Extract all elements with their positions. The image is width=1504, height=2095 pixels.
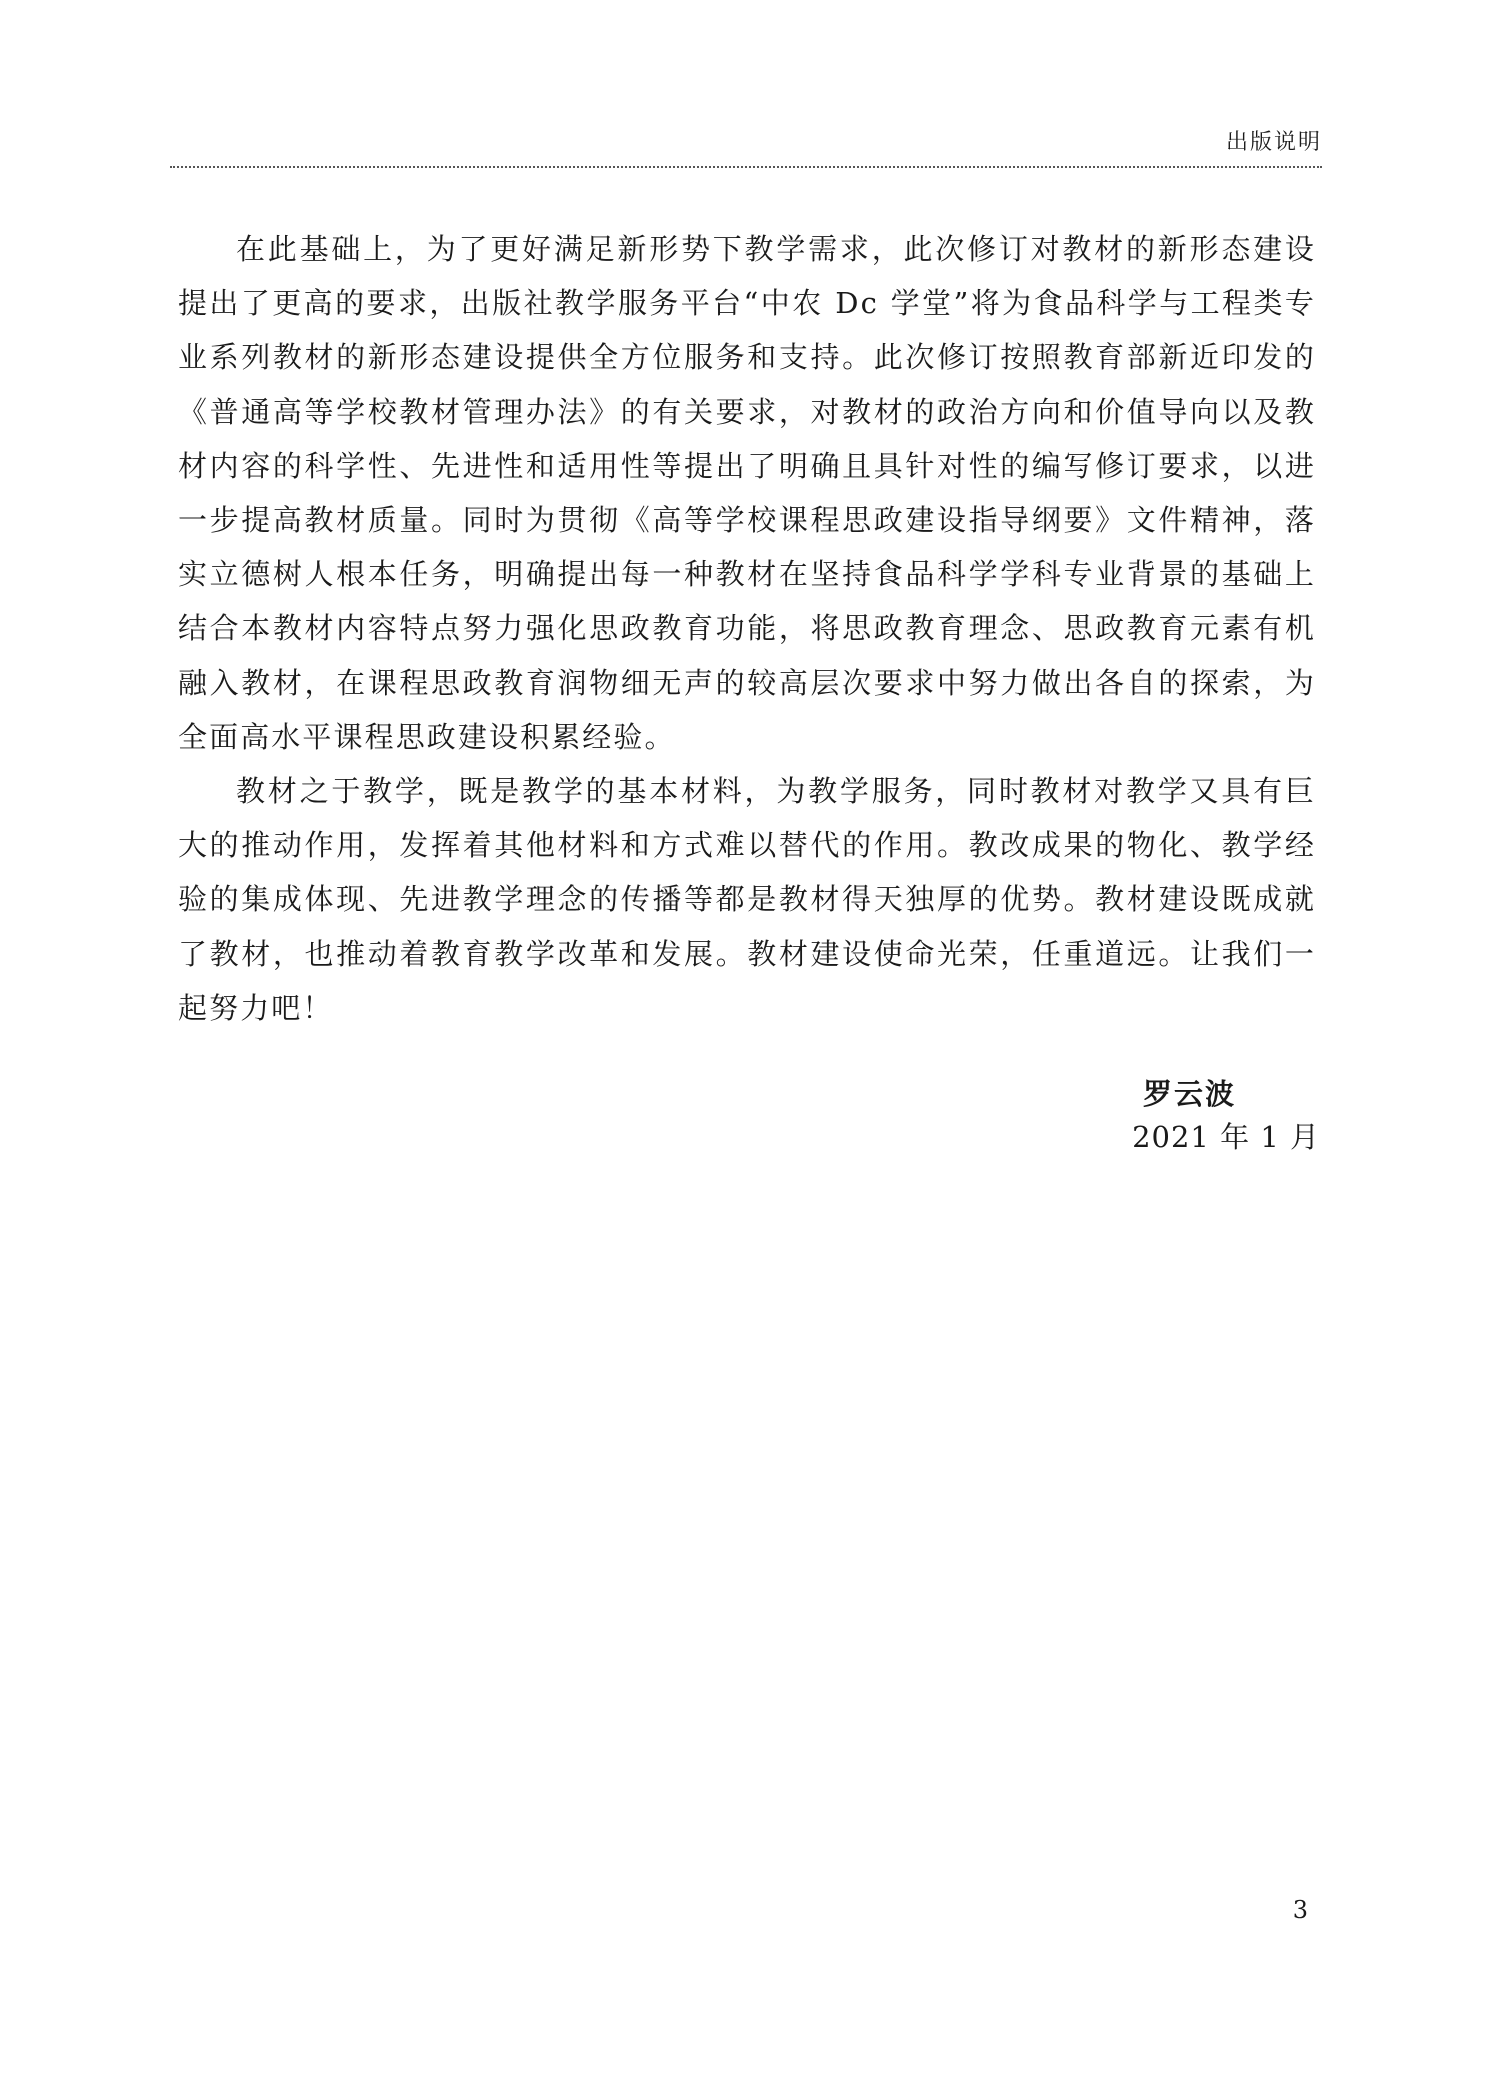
paragraph-1: 在此基础上，为了更好满足新形势下教学需求，此次修订对教材的新形态建设提出了更高的要求，出版社教学服务平台“中农 Dc 学堂”将为食品科学与工程类专业系列教材的新形态建设提供全方位服务和支持。此次修订按照教育部新近印发的《普通高等学校教材管理办法》的有关要求，对教材的政治方向和价值导向以及教材内容的科学性、先进性和适用性等提出了明确且具针对性的编写修订要求，以进一步提高教材质量。同时为贯彻《高等学校课程思政建设指导纲要》文件精神，落实立德树人根本任务，明确提出每一种教材在坚持食品科学学科专业背景的基础上结合本教材内容特点努力强化思政教育功能，将思政教育理念、思政教育元素有机融入教材，在课程思政教育润物细无声的较高层次要求中努力做出各自的探索，为全面高水平课程思政建设积累经验。 (178, 232, 1316, 754)
header-divider (170, 166, 1322, 168)
signature-block (900, 1074, 1320, 1158)
paragraph-2: 教材之于教学，既是教学的基本材料，为教学服务，同时教材对教学又具有巨大的推动作用，发挥着其他材料和方式难以替代的作用。教改成果的物化、教学经验的集成体现、先进教学理念的传播等都是教材得天独厚的优势。教材建设既成就了教材，也推动着教育教学改革和发展。教材建设使命光荣，任重道远。让我们一起努力吧！ (178, 774, 1316, 1025)
body-text (178, 222, 1316, 1035)
author-name: 罗云波 (1142, 1077, 1236, 1111)
running-head-section-title: 出版说明 (1225, 130, 1322, 155)
signature-date: 2021 年 1 月 (1132, 1120, 1320, 1154)
page-number: 3 (1292, 1896, 1308, 1924)
